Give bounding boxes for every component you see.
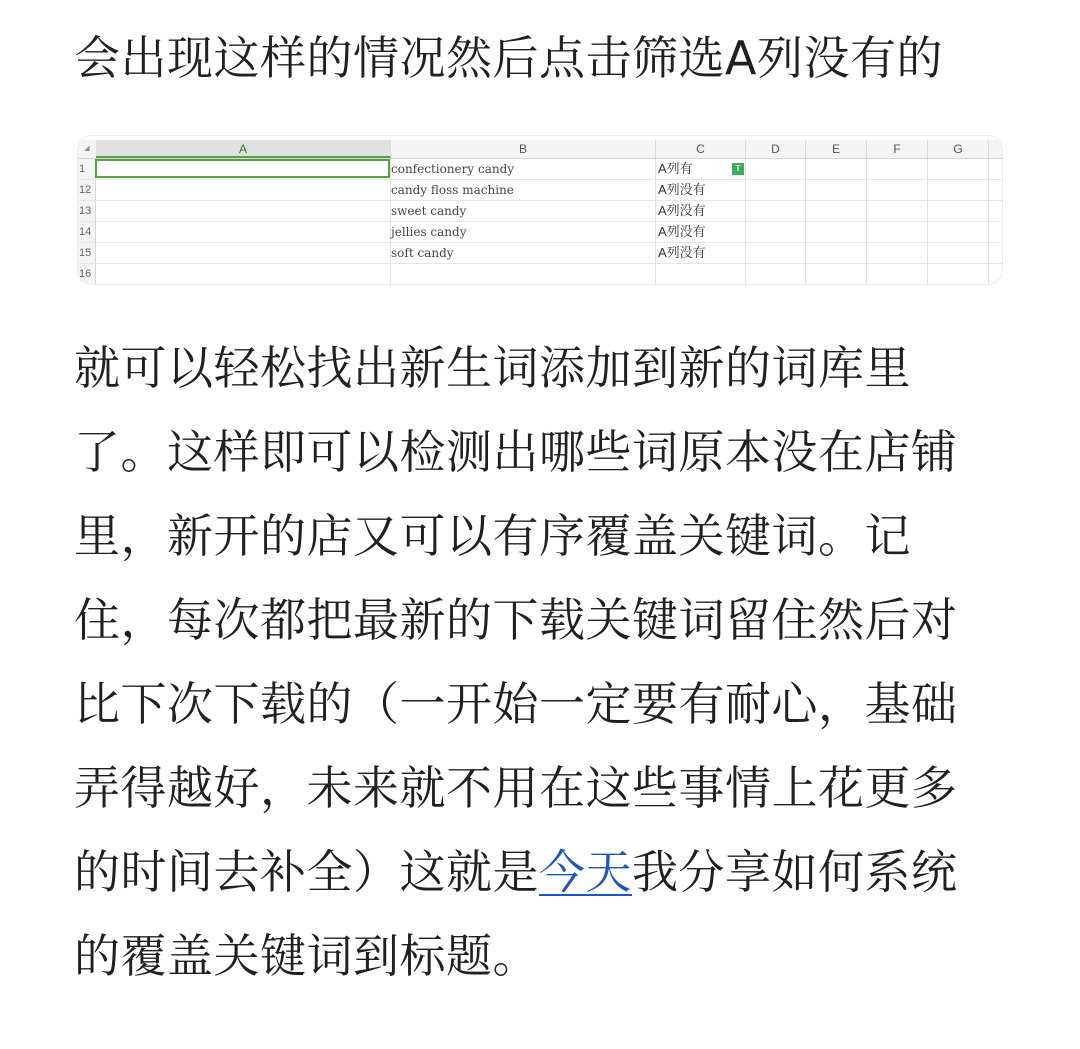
cell-b: jellies candy (391, 225, 467, 239)
body-text: 的时间去补全）这就是 (74, 845, 539, 899)
body-line: 里，新开的店又可以有序覆盖关键词。记 (74, 509, 911, 563)
column-header-bar (78, 140, 1002, 159)
sheet-rows (78, 159, 1002, 284)
active-cell (95, 159, 390, 178)
column-header-c: C (656, 140, 746, 158)
row-number: 1 (78, 159, 96, 179)
column-header-b: B (391, 140, 656, 158)
column-header-d: D (746, 140, 806, 158)
row-number: 16 (78, 264, 96, 284)
body-line: 比下次下载的（一开始一定要有耐心，基础 (74, 677, 958, 731)
cell-c: A列没有 (658, 203, 706, 218)
row-number: 15 (78, 243, 96, 263)
spreadsheet-screenshot (78, 136, 1002, 284)
cell-c: A列有 (658, 161, 693, 176)
column-header-g: G (928, 140, 989, 158)
table-row (78, 264, 1002, 284)
cell-c: A列没有 (658, 182, 706, 197)
body-line: 的覆盖关键词到标题。 (74, 929, 539, 983)
cell-b: soft candy (391, 246, 454, 260)
today-link[interactable]: 今天 (539, 845, 632, 899)
table-row (78, 243, 1002, 264)
cell-b: candy floss machine (391, 183, 514, 197)
table-row (78, 201, 1002, 222)
cell-c: A列没有 (658, 245, 706, 260)
table-row (78, 159, 1002, 180)
cell-b: sweet candy (391, 204, 467, 218)
select-all-corner-icon: ◢ (84, 145, 90, 152)
body-paragraph (74, 326, 1009, 998)
cell-c: A列没有 (658, 224, 706, 239)
cell-b: confectionery candy (391, 162, 515, 176)
table-row (78, 222, 1002, 243)
row-number: 14 (78, 222, 96, 242)
body-line: 住，每次都把最新的下载关键词留住然后对 (74, 593, 958, 647)
text-format-icon: T (732, 163, 744, 175)
body-line: 了。这样即可以检测出哪些词原本没在店铺 (74, 425, 958, 479)
row-number: 12 (78, 180, 96, 200)
body-line: 弄得越好，未来就不用在这些事情上花更多 (74, 761, 958, 815)
body-text: 我分享如何系统 (632, 845, 958, 899)
table-row (78, 180, 1002, 201)
column-header-a: A (96, 140, 391, 158)
column-header-f: F (867, 140, 928, 158)
column-header-e: E (806, 140, 867, 158)
body-line: 就可以轻松找出新生词添加到新的词库里 (74, 341, 911, 395)
intro-paragraph: 会出现这样的情况然后点击筛选A列没有的 (74, 31, 943, 85)
row-number: 13 (78, 201, 96, 221)
body-line-with-link (74, 830, 1009, 914)
